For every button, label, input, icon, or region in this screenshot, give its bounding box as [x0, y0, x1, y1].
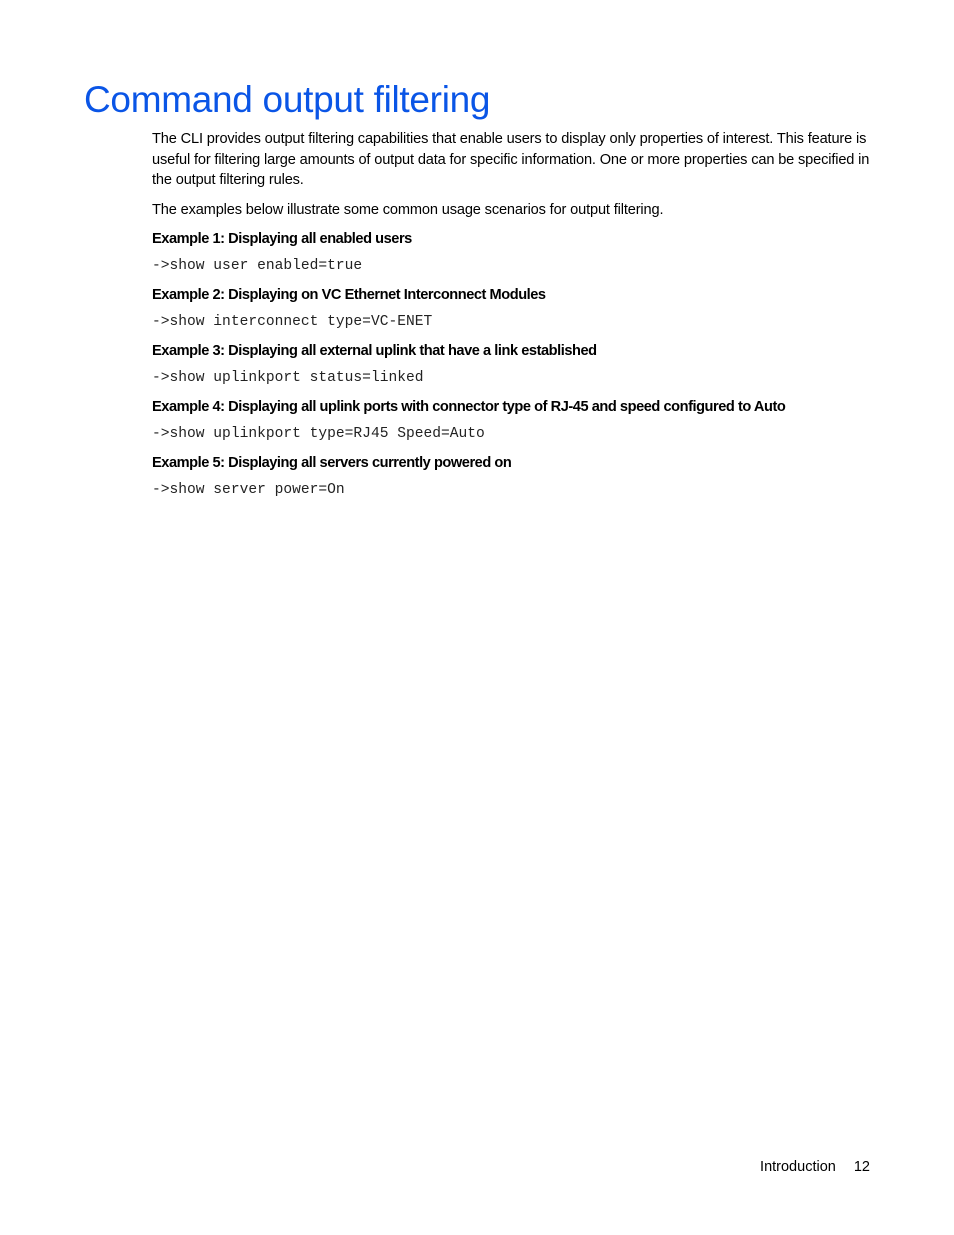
example-heading: Example 1: Displaying all enabled users	[152, 231, 412, 247]
code-sample: ->show uplinkport type=RJ45 Speed=Auto	[152, 426, 485, 442]
example-heading: Example 3: Displaying all external uplink that have a link established	[152, 343, 597, 359]
example-heading: Example 4: Displaying all uplink ports with connector type of RJ-45 and speed configured to Auto	[152, 399, 786, 415]
footer-section-name: Introduction	[760, 1159, 836, 1175]
code-sample: ->show uplinkport status=linked	[152, 370, 424, 386]
main-content	[152, 129, 870, 508]
code-sample: ->show user enabled=true	[152, 258, 363, 274]
page-footer	[760, 1157, 870, 1177]
example-block	[152, 341, 870, 388]
intro-paragraph: The examples below illustrate some common usage scenarios for output filtering.	[152, 201, 664, 218]
intro-paragraph: The CLI provides output filtering capabilities that enable users to display only properties of interest. This feature is useful for filtering large amounts of output data for specific information. One or more properties can be specified in the output filtering rules.	[152, 131, 870, 188]
example-block	[152, 229, 870, 276]
example-block	[152, 453, 870, 500]
example-block	[152, 397, 870, 444]
page-title: Command output filtering	[84, 79, 491, 120]
example-heading: Example 5: Displaying all servers currently powered on	[152, 455, 512, 471]
code-sample: ->show interconnect type=VC-ENET	[152, 314, 433, 330]
example-block	[152, 285, 870, 332]
page-number: 12	[853, 1159, 870, 1175]
example-heading: Example 2: Displaying on VC Ethernet Interconnect Modules	[152, 287, 546, 303]
code-sample: ->show server power=On	[152, 482, 345, 498]
